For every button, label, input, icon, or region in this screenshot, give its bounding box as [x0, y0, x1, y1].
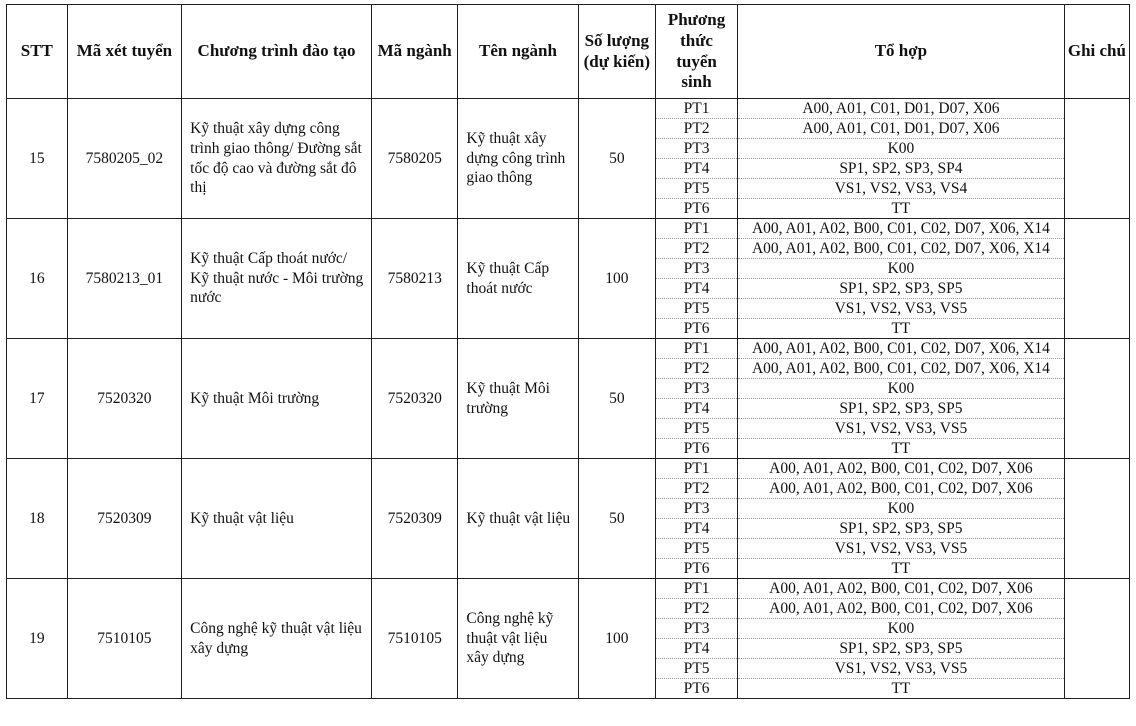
- major-code-cell: 7580213: [371, 219, 457, 339]
- table-row: [7, 579, 1130, 599]
- major-name-cell: Kỹ thuật Môi trường: [458, 339, 578, 459]
- admissions-table: [6, 4, 1130, 699]
- combination-cell: A00, A01, A02, B00, C01, C02, D07, X06, X14: [738, 359, 1065, 379]
- admission-code-cell: 7580213_01: [67, 219, 182, 339]
- combination-cell: A00, A01, A02, B00, C01, C02, D07, X06: [738, 479, 1065, 499]
- method-cell: PT2: [656, 119, 738, 139]
- table-header-row: [7, 5, 1130, 99]
- combination-cell: A00, A01, A02, B00, C01, C02, D07, X06: [738, 579, 1065, 599]
- note-cell: [1064, 459, 1129, 579]
- major-code-cell: 7510105: [371, 579, 457, 699]
- admission-code-cell: 7520320: [67, 339, 182, 459]
- note-cell: [1064, 219, 1129, 339]
- combination-cell: A00, A01, C01, D01, D07, X06: [738, 99, 1065, 119]
- combination-cell: SP1, SP2, SP3, SP5: [738, 639, 1065, 659]
- method-cell: PT2: [656, 359, 738, 379]
- note-cell: [1064, 339, 1129, 459]
- method-cell: PT1: [656, 219, 738, 239]
- stt-cell: 16: [7, 219, 68, 339]
- combination-cell: VS1, VS2, VS3, VS5: [738, 539, 1065, 559]
- table-body: [7, 99, 1130, 699]
- combination-cell: TT: [738, 559, 1065, 579]
- combination-cell: TT: [738, 439, 1065, 459]
- method-cell: PT5: [656, 299, 738, 319]
- combination-cell: VS1, VS2, VS3, VS5: [738, 299, 1065, 319]
- program-cell: Công nghệ kỹ thuật vật liệu xây dựng: [182, 579, 372, 699]
- method-cell: PT5: [656, 419, 738, 439]
- admission-code-cell: 7580205_02: [67, 99, 182, 219]
- method-cell: PT2: [656, 239, 738, 259]
- quota-cell: 50: [578, 99, 655, 219]
- combination-cell: SP1, SP2, SP3, SP4: [738, 159, 1065, 179]
- method-cell: PT3: [656, 259, 738, 279]
- method-cell: PT6: [656, 439, 738, 459]
- stt-cell: 18: [7, 459, 68, 579]
- stt-cell: 15: [7, 99, 68, 219]
- major-name-cell: Công nghệ kỹ thuật vật liệu xây dựng: [458, 579, 578, 699]
- stt-cell: 19: [7, 579, 68, 699]
- combination-cell: VS1, VS2, VS3, VS5: [738, 659, 1065, 679]
- combination-cell: K00: [738, 379, 1065, 399]
- quota-cell: 100: [578, 219, 655, 339]
- major-name-cell: Kỹ thuật vật liệu: [458, 459, 578, 579]
- method-cell: PT4: [656, 639, 738, 659]
- method-cell: PT1: [656, 459, 738, 479]
- admission-code-cell: 7520309: [67, 459, 182, 579]
- combination-cell: VS1, VS2, VS3, VS4: [738, 179, 1065, 199]
- col-header-method: Phương thức tuyển sinh: [656, 5, 738, 99]
- combination-cell: K00: [738, 499, 1065, 519]
- program-cell: Kỹ thuật Môi trường: [182, 339, 372, 459]
- combination-cell: A00, A01, C01, D01, D07, X06: [738, 119, 1065, 139]
- combination-cell: SP1, SP2, SP3, SP5: [738, 519, 1065, 539]
- combination-cell: VS1, VS2, VS3, VS5: [738, 419, 1065, 439]
- combination-cell: SP1, SP2, SP3, SP5: [738, 279, 1065, 299]
- combination-cell: K00: [738, 139, 1065, 159]
- method-cell: PT1: [656, 579, 738, 599]
- combination-cell: A00, A01, A02, B00, C01, C02, D07, X06: [738, 599, 1065, 619]
- col-header-combination: Tổ hợp: [738, 5, 1065, 99]
- col-header-quota: Số lượng (dự kiến): [578, 5, 655, 99]
- col-header-note: Ghi chú: [1064, 5, 1129, 99]
- method-cell: PT6: [656, 319, 738, 339]
- method-cell: PT4: [656, 399, 738, 419]
- table-row: [7, 339, 1130, 359]
- method-cell: PT6: [656, 559, 738, 579]
- method-cell: PT1: [656, 339, 738, 359]
- combination-cell: K00: [738, 619, 1065, 639]
- major-code-cell: 7580205: [371, 99, 457, 219]
- combination-cell: TT: [738, 679, 1065, 699]
- table-row: [7, 219, 1130, 239]
- method-cell: PT5: [656, 539, 738, 559]
- col-header-major-name: Tên ngành: [458, 5, 578, 99]
- col-header-admission-code: Mã xét tuyển: [67, 5, 182, 99]
- col-header-program: Chương trình đào tạo: [182, 5, 372, 99]
- method-cell: PT4: [656, 519, 738, 539]
- method-cell: PT4: [656, 159, 738, 179]
- combination-cell: A00, A01, A02, B00, C01, C02, D07, X06, X14: [738, 339, 1065, 359]
- col-header-stt: STT: [7, 5, 68, 99]
- major-code-cell: 7520309: [371, 459, 457, 579]
- combination-cell: A00, A01, A02, B00, C01, C02, D07, X06, X14: [738, 219, 1065, 239]
- method-cell: PT3: [656, 619, 738, 639]
- program-cell: Kỹ thuật vật liệu: [182, 459, 372, 579]
- combination-cell: A00, A01, A02, B00, C01, C02, D07, X06: [738, 459, 1065, 479]
- major-name-cell: Kỹ thuật Cấp thoát nước: [458, 219, 578, 339]
- combination-cell: A00, A01, A02, B00, C01, C02, D07, X06, X14: [738, 239, 1065, 259]
- method-cell: PT3: [656, 379, 738, 399]
- admission-code-cell: 7510105: [67, 579, 182, 699]
- method-cell: PT2: [656, 479, 738, 499]
- method-cell: PT2: [656, 599, 738, 619]
- method-cell: PT6: [656, 679, 738, 699]
- combination-cell: TT: [738, 319, 1065, 339]
- program-cell: Kỹ thuật Cấp thoát nước/ Kỹ thuật nước - Môi trường nước: [182, 219, 372, 339]
- major-code-cell: 7520320: [371, 339, 457, 459]
- quota-cell: 100: [578, 579, 655, 699]
- note-cell: [1064, 579, 1129, 699]
- table-row: [7, 99, 1130, 119]
- major-name-cell: Kỹ thuật xây dựng công trình giao thông: [458, 99, 578, 219]
- method-cell: PT1: [656, 99, 738, 119]
- quota-cell: 50: [578, 339, 655, 459]
- method-cell: PT4: [656, 279, 738, 299]
- col-header-major-code: Mã ngành: [371, 5, 457, 99]
- method-cell: PT5: [656, 659, 738, 679]
- program-cell: Kỹ thuật xây dựng công trình giao thông/ Đường sắt tốc độ cao và đường sắt đô thị: [182, 99, 372, 219]
- combination-cell: SP1, SP2, SP3, SP5: [738, 399, 1065, 419]
- combination-cell: TT: [738, 199, 1065, 219]
- quota-cell: 50: [578, 459, 655, 579]
- method-cell: PT3: [656, 139, 738, 159]
- table-row: [7, 459, 1130, 479]
- stt-cell: 17: [7, 339, 68, 459]
- combination-cell: K00: [738, 259, 1065, 279]
- note-cell: [1064, 99, 1129, 219]
- method-cell: PT5: [656, 179, 738, 199]
- table-header: [7, 5, 1130, 99]
- method-cell: PT3: [656, 499, 738, 519]
- method-cell: PT6: [656, 199, 738, 219]
